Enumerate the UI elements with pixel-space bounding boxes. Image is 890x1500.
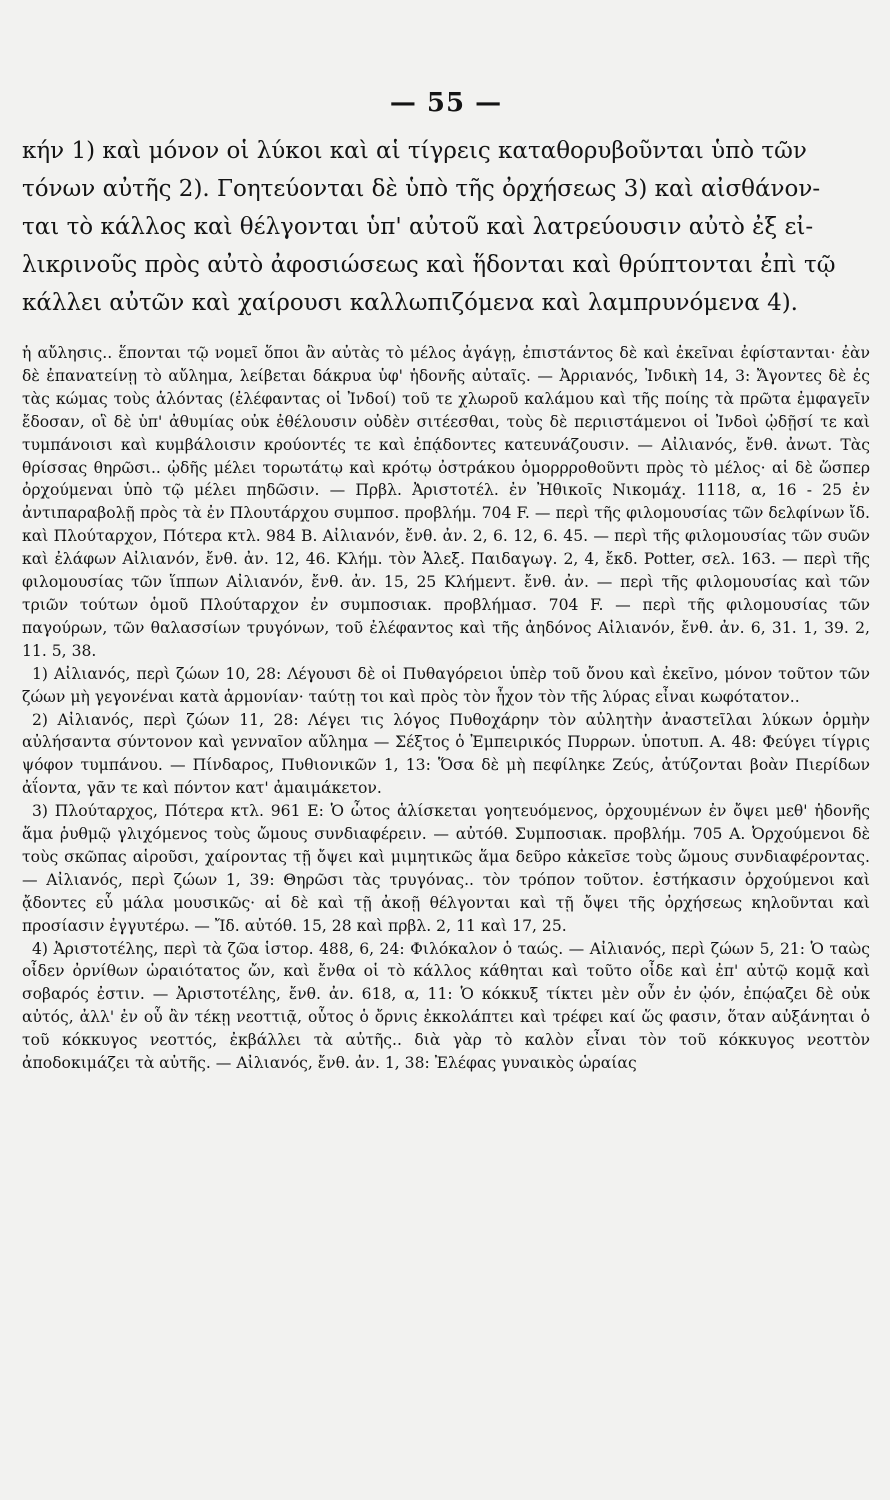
footnote-2: 2) Αἰλιανός, περὶ ζώων 11, 28: Λέγει τις λόγος Πυθοχάρην τὸν αὐλητὴν ἀναστεῖλαι λύκων ὁρμὴν αὐλήσαντα σύντονον καὶ γενναῖον αὔλημα — Σέξτος ὁ Ἐμπειρικός Πυρρων. ὑποτυπ. Α. 48: Φεύγει τίγρις ψόφον τυμπάνου. — Πίνδαρος, Πυθιονικῶν 1, 13: Ὅσα δὲ μὴ πεφίληκε Ζεύς, ἀτύζονται βοὰν Πιερίδων ἀΐοντα, γᾶν τε καὶ πόντον κατ' ἀμαιμάκετον. — [22, 710, 870, 798]
page-number: — 55 — — [389, 88, 503, 118]
main-line: κάλλει αὐτῶν καὶ χαίρουσι καλλωπιζόμενα καὶ λαμπρυνόμενα 4). — [22, 290, 798, 316]
main-line: κήν 1) καὶ μόνον οἱ λύκοι καὶ αἱ τίγρεις καταθορυβοῦνται ὑπὸ τῶν — [22, 138, 807, 164]
footnotes — [22, 342, 870, 1075]
main-line: ται τὸ κάλλος καὶ θέλγονται ὑπ' αὐτοῦ καὶ λατρεύουσιν αὐτὸ ἐξ εἰ- — [22, 214, 814, 240]
footnote-continuation: ἡ αὔλησις.. ἕπονται τῷ νομεῖ ὅποι ἂν αὐτὰς τὸ μέλος ἀγάγῃ, ἐπιστάντος δὲ καὶ ἐκεῖναι ἐφίστανται· ἐὰν δὲ ἐπανατείνῃ τὸ αὔλημα, λείβεται δάκρυα ὑφ' ἡδονῆς αὐταῖς. — Ἀρριανός, Ἰνδικὴ 14, 3: Ἄγοντες δὲ ἐς τὰς κώμας τοὺς ἁλόντας (ἐλέφαντας οἱ Ἰνδοί) τοῦ τε χλωροῦ καλάμου καὶ τῆς ποίης τὰ πρῶτα ἐμφαγεῖν ἔδοσαν, οἳ δὲ ὑπ' ἀθυμίας οὐκ ἐθέλουσιν οὐδὲν σιτέεσθαι, τοὺς δὲ περιιστάμενοι οἱ Ἰνδοὶ ᾠδῇσί τε καὶ τυμπάνοισι καὶ κυμβάλοισιν κρούοντές τε καὶ ἐπᾴδοντες κατευνάζουσιν. — Αἰλιανός, ἔνθ. ἀνωτ. Τὰς θρίσσας θηρῶσι.. ᾠδῆς μέλει τορωτάτῳ καὶ κρότῳ ὀστράκου ὁμορρροθοῦντι πρὸς τὸ μέλος· αἱ δὲ ὥσπερ ὀρχούμεναι ὑπὸ τῷ μέλει πηδῶσιν. — Πρβλ. Ἀριστοτέλ. ἐν Ἠθικοῖς Νικομάχ. 1118, α, 16 - 25 ἐν ἀντιπαραβολῇ πρὸς τὰ ἐν Πλουτάρχου συμποσ. προβλήμ. 704 F. — περὶ τῆς φιλομουσίας τῶν δελφίνων ἴδ. καὶ Πλούταρχον, Πότερα κτλ. 984 B. Αἰλιανόν, ἔνθ. ἀν. 2, 6. 12, 6. 45. — περὶ τῆς φιλομουσίας τῶν συῶν καὶ ἐλάφων Αἰλιανόν, ἔνθ. ἀν. 12, 46. Κλήμ. τὸν Ἀλεξ. Παιδαγωγ. 2, 4, ἔκδ. Potter, σελ. 163. — περὶ τῆς φιλομουσίας τῶν ἵππων Αἰλιανόν, ἔνθ. ἀν. 15, 25 Κλήμεντ. ἔνθ. ἀν. — περὶ τῆς φιλομουσίας καὶ τῶν τριῶν τούτων ὁμοῦ Πλούταρχον ἐν συμποσιακ. προβλήμασ. 704 F. — περὶ τῆς φιλομουσίας τῶν παγούρων, τῶν θαλασσίων τρυγόνων, τοῦ ἐλέφαντος καὶ τῆς ἀηδόνος Αἰλιανόν, ἔνθ. ἀν. 6, 31. 1, 39. 2, 11. 5, 38. — [22, 344, 870, 660]
footnote-1: 1) Αἰλιανός, περὶ ζώων 10, 28: Λέγουσι δὲ οἱ Πυθαγόρειοι ὑπὲρ τοῦ ὄνου καὶ ἐκεῖνο, μόνον τοῦτον τῶν ζώων μὴ γεγονέναι κατὰ ἁρμονίαν· ταύτῃ τοι καὶ πρὸς τὸν ἦχον τὸν τῆς λύρας εἶναι κωφότατον.. — [22, 664, 870, 706]
main-line: λικρινοῦς πρὸς αὐτὸ ἀφοσιώσεως καὶ ἥδονται καὶ θρύπτονται ἐπὶ τῷ — [22, 252, 836, 278]
footnote-3: 3) Πλούταρχος, Πότερα κτλ. 961 E: Ὁ ὦτος ἁλίσκεται γοητευόμενος, ὀρχουμένων ἐν ὄψει μεθ' ἡδονῆς ἅμα ῥυθμῷ γλιχόμενος τοὺς ὤμους συνδιαφέρειν. — αὐτόθ. Συμποσιακ. προβλήμ. 705 Α. Ὀρχούμενοι δὲ τοὺς σκῶπας αἱροῦσι, χαίροντας τῇ ὄψει καὶ μιμητικῶς ἅμα δεῦρο κἀκεῖσε τοὺς ὤμους συνδιαφέροντας. — Αἰλιανός, περὶ ζώων 1, 39: Θηρῶσι τὰς τρυγόνας.. τὸν τρόπον τοῦτον. ἑστήκασιν ὀρχούμενοι καὶ ᾄδοντες εὖ μάλα μουσικῶς· αἱ δὲ καὶ τῇ ἀκοῇ θέλγονται καὶ τῇ ὄψει τῆς ὀρχήσεως κηλοῦνται καὶ προσίασιν ἐγγυτέρω. — Ἴδ. αὐτόθ. 15, 28 καὶ πρβλ. 2, 11 καὶ 17, 25. — [22, 802, 870, 935]
footnote-4: 4) Ἀριστοτέλης, περὶ τὰ ζῶα ἱστορ. 488, 6, 24: Φιλόκαλον ὁ ταώς. — Αἰλιανός, περὶ ζώων 5, 21: Ὁ ταὼς οἶδεν ὀρνίθων ὡραιότατος ὤν, καὶ ἔνθα οἱ τὸ κάλλος κάθηται καὶ τοῦτο οἶδε καὶ ἐπ' αὐτῷ κομᾷ καὶ σοβαρός ἐστιν. — Ἀριστοτέλης, ἔνθ. ἀν. 618, α, 11: Ὁ κόκκυξ τίκτει μὲν οὖν ἐν ᾠόν, ἐπῴαζει δὲ οὐκ αὐτός, ἀλλ' ἐν οὗ ἂν τέκῃ νεοττιᾷ, οὗτος ὁ ὄρνις ἐκκολάπτει καὶ τρέφει καί ὥς φασιν, ὅταν αὐξάνηται ὁ τοῦ κόκκυγος νεοττός, ἐκβάλλει τὰ αὐτῆς.. διὰ γὰρ τὸ καλὸν εἶναι τὸν τοῦ κόκκυγος νεοττὸν ἀποδοκιμάζει τὰ αὐτῆς. — Αἰλιανός, ἔνθ. ἀν. 1, 38: Ἐλέφας γυναικὸς ὡραίας — [22, 939, 870, 1073]
main-line: τόνων αὐτῆς 2). Γοητεύονται δὲ ὑπὸ τῆς ὀρχήσεως 3) καὶ αἰσθάνον- — [22, 176, 821, 202]
main-text — [22, 132, 870, 322]
